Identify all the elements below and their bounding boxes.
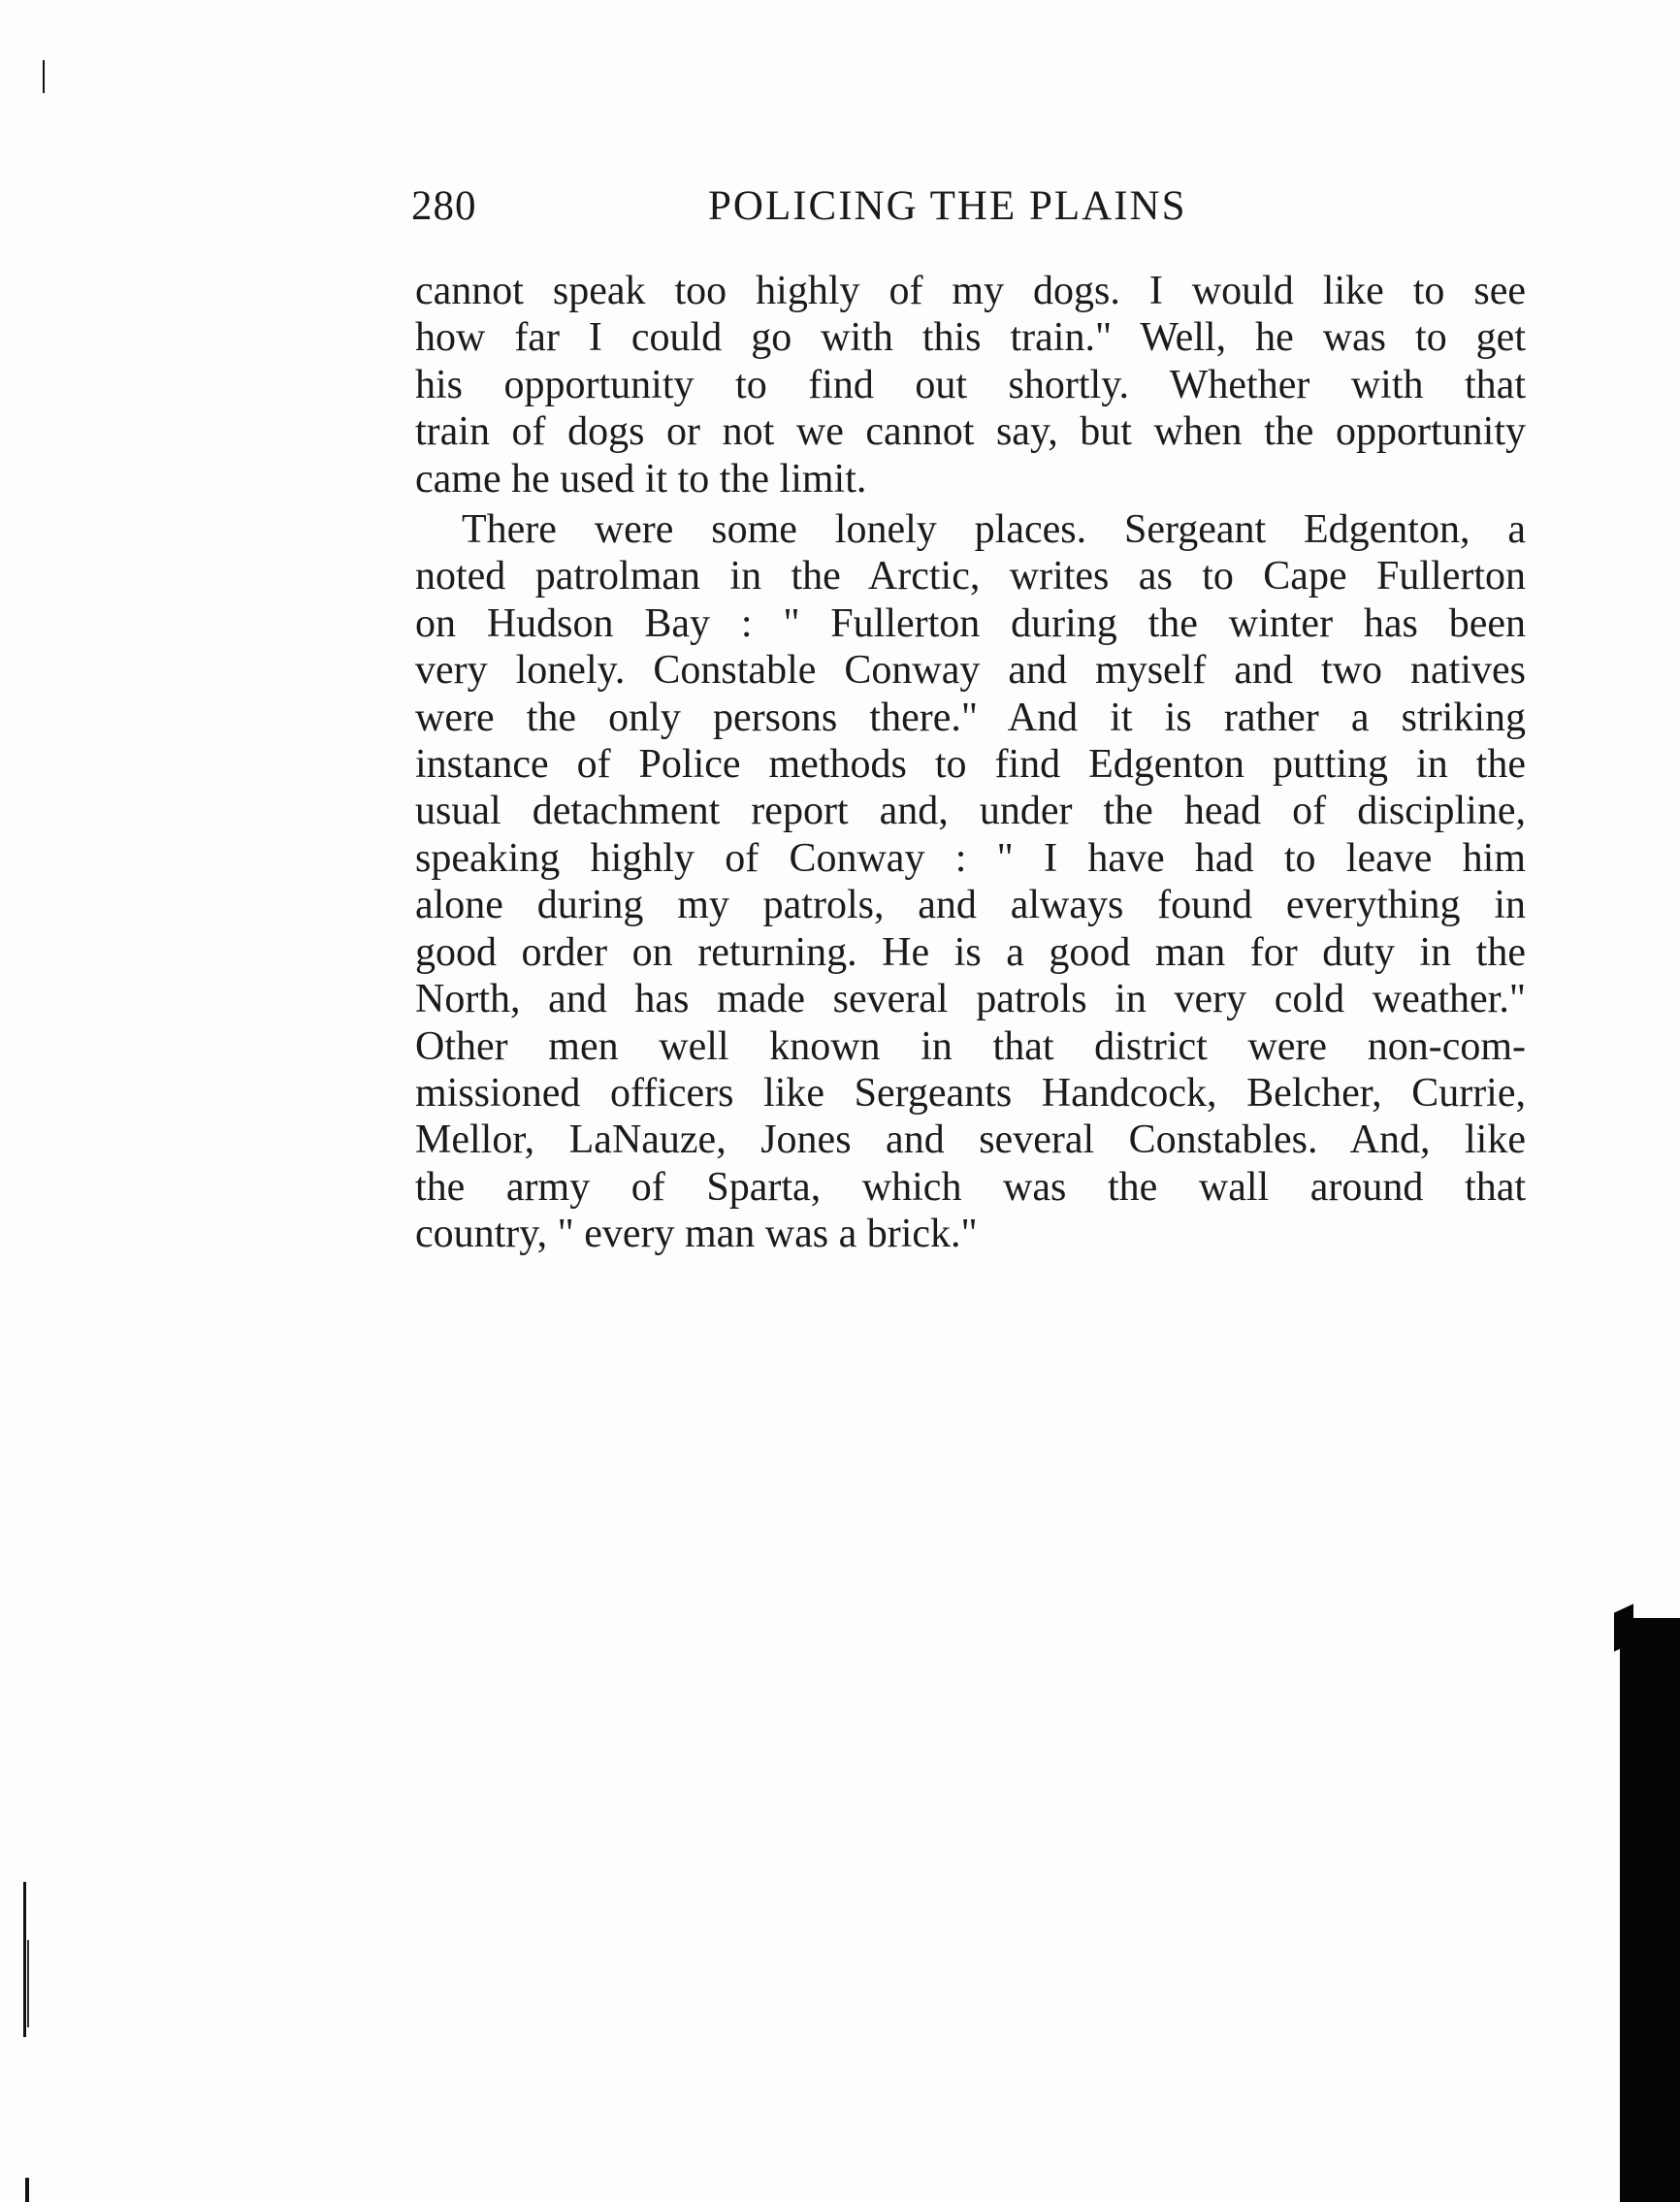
running-title: POLICING THE PLAINS xyxy=(708,183,1187,229)
paragraph-1 xyxy=(415,268,1526,502)
text-line: Mellor, LaNauze, Jones and several Constables. And, like xyxy=(415,1117,1526,1163)
text-line: Other men well known in that district were non-com- xyxy=(415,1023,1526,1069)
text-line: instance of Police methods to find Edgenton putting in the xyxy=(415,742,1526,788)
text-line: how far I could go with this train." Well, he was to get xyxy=(415,315,1526,361)
text-line: usual detachment report and, under the head of discipline, xyxy=(415,789,1526,834)
text-line: very lonely. Constable Conway and myself and two natives xyxy=(415,648,1526,694)
text-line: alone during my patrols, and always found everything in xyxy=(415,883,1526,928)
body-text xyxy=(415,268,1526,1258)
text-line: the army of Sparta, which was the wall around that xyxy=(415,1164,1526,1210)
scan-mark-top-left xyxy=(43,60,45,93)
scan-mark-bottom-left xyxy=(23,1882,26,2037)
text-line: There were some lonely places. Sergeant Edgenton, a xyxy=(462,507,1526,553)
text-line: missioned officers like Sergeants Handcock, Belcher, Currie, xyxy=(415,1070,1526,1116)
scan-edge-shadow xyxy=(1620,1618,1680,2202)
text-line: his opportunity to find out shortly. Whether with that xyxy=(415,362,1526,407)
text-line: good order on returning. He is a good man for duty in the xyxy=(415,929,1526,975)
scan-mark-bottom-corner xyxy=(25,2178,29,2202)
page-number: 280 xyxy=(411,183,477,229)
text-line: came he used it to the limit. xyxy=(415,456,867,502)
scan-mark-bottom-left-2 xyxy=(27,1940,29,2027)
text-line: on Hudson Bay : " Fullerton during the winter has been xyxy=(415,600,1526,646)
text-line: were the only persons there." And it is rather a striking xyxy=(415,695,1526,740)
text-line: train of dogs or not we cannot say, but when the opportunity xyxy=(415,409,1526,455)
text-line: speaking highly of Conway : " I have had to leave him xyxy=(415,835,1526,881)
paragraph-2 xyxy=(415,506,1526,1258)
text-line: North, and has made several patrols in very cold weather." xyxy=(415,977,1526,1022)
text-line: country, " every man was a brick." xyxy=(415,1212,978,1257)
text-line: cannot speak too highly of my dogs. I would like to see xyxy=(415,269,1526,313)
page-header xyxy=(411,182,1522,241)
text-line: noted patrolman in the Arctic, writes as to Cape Fullerton xyxy=(415,554,1526,599)
